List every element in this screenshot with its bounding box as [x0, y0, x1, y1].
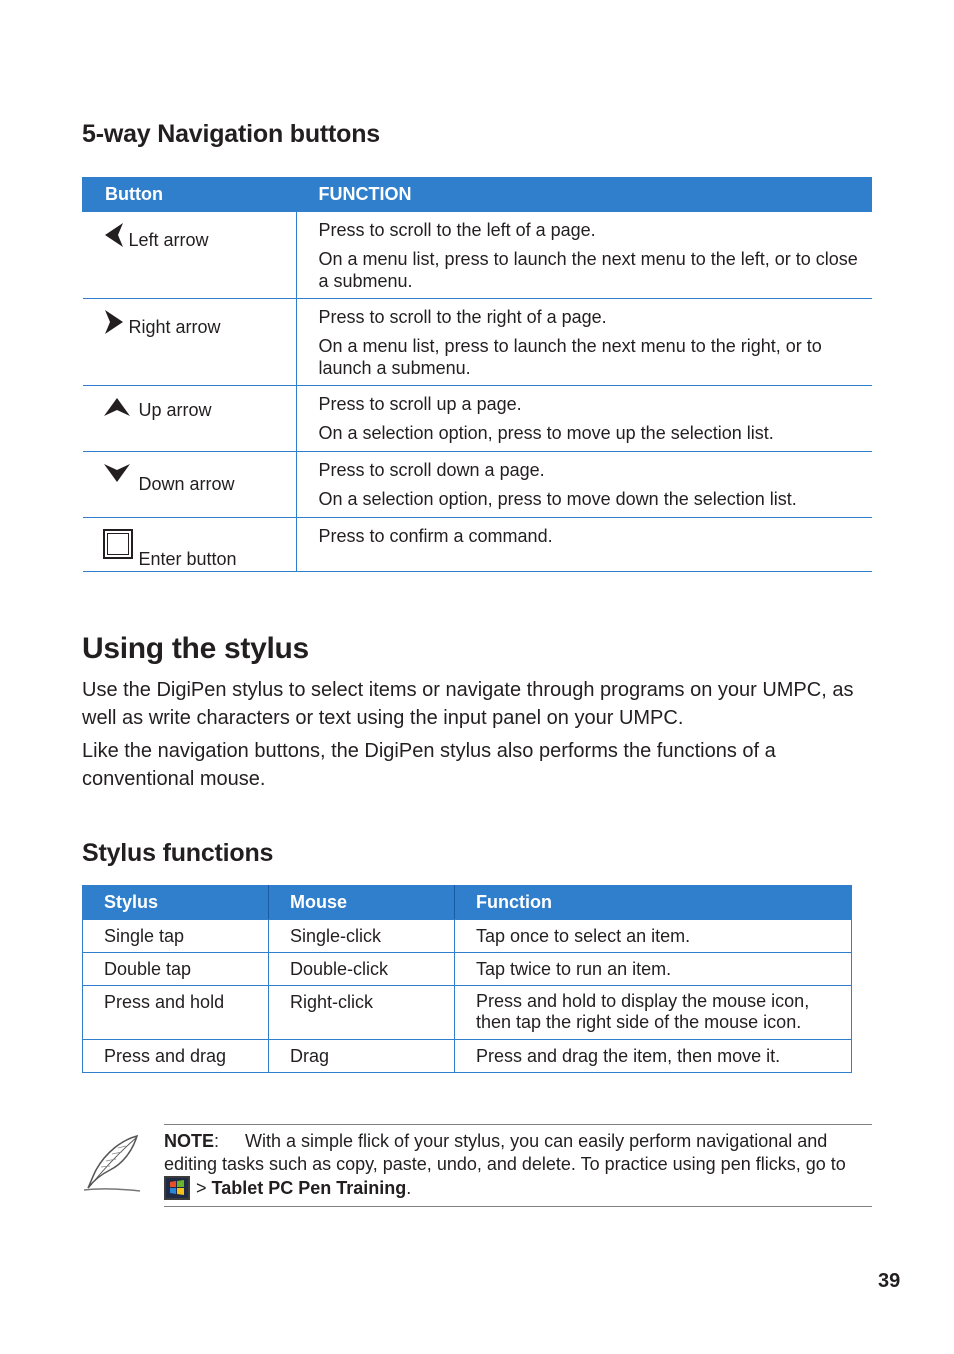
- note-text: [164, 1130, 872, 1200]
- note-colon: :: [214, 1131, 220, 1151]
- function-cell: Tap twice to run an item.: [455, 953, 852, 986]
- function-line: On a menu list, press to launch the next menu to the left, or to close a submenu.: [318, 249, 858, 291]
- column-header-function: Function: [455, 886, 852, 920]
- function-cell: Tap once to select an item.: [455, 920, 852, 953]
- function-cell: [296, 212, 872, 299]
- intro-paragraph: Use the DigiPen stylus to select items or navigate through programs on your UMPC, as well as write characters or text using the input panel on your UMPC.: [82, 679, 854, 729]
- up-arrow-icon: [103, 396, 131, 418]
- nav-section-heading: 5-way Navigation buttons: [82, 120, 381, 148]
- table-header-row: [83, 886, 852, 920]
- column-header-stylus: Stylus: [83, 886, 269, 920]
- button-label: Left arrow: [128, 230, 209, 250]
- function-line: Press to confirm a command.: [318, 526, 553, 546]
- mouse-cell: Double-click: [269, 953, 455, 986]
- mouse-cell: Right-click: [269, 986, 455, 1040]
- enter-button-icon: [103, 529, 133, 559]
- table-row: [83, 1040, 852, 1073]
- table-row: [83, 212, 872, 299]
- navigation-buttons-table: [82, 177, 872, 572]
- function-cell: [296, 299, 872, 386]
- mouse-cell: Single-click: [269, 920, 455, 953]
- note-top-rule: [164, 1124, 872, 1125]
- column-header-function: FUNCTION: [296, 178, 872, 212]
- button-label: Up arrow: [138, 400, 212, 420]
- button-cell: [83, 518, 297, 572]
- windows-start-icon: [164, 1176, 190, 1200]
- function-line: On a selection option, press to move up the selection list.: [318, 423, 774, 443]
- function-cell: [296, 386, 872, 452]
- right-arrow-icon: [103, 309, 125, 335]
- table-row: [83, 299, 872, 386]
- function-line: On a selection option, press to move down the selection list.: [318, 489, 797, 509]
- table-row: [83, 452, 872, 518]
- button-label: Right arrow: [128, 317, 221, 337]
- stylus-cell: Press and hold: [83, 986, 269, 1040]
- function-cell: Press and hold to display the mouse icon, then tap the right side of the mouse icon.: [455, 986, 852, 1040]
- table-row: [83, 920, 852, 953]
- function-line: Press to scroll to the left of a page.: [318, 220, 596, 240]
- button-cell: [83, 452, 297, 518]
- button-cell: [83, 386, 297, 452]
- function-cell: [296, 452, 872, 518]
- table-header-row: [83, 178, 872, 212]
- button-label: Enter button: [138, 549, 237, 569]
- function-line: Press to scroll to the right of a page.: [318, 307, 607, 327]
- function-cell: [296, 518, 872, 572]
- down-arrow-icon: [103, 462, 131, 484]
- note-end: .: [406, 1178, 412, 1198]
- page-title: Using the stylus: [82, 632, 309, 665]
- stylus-cell: Single tap: [83, 920, 269, 953]
- note-body: With a simple flick of your stylus, you can easily perform navigational and editing tasks such as copy, paste, undo, and delete. To practice using pen flicks, go to: [164, 1131, 846, 1174]
- mouse-cell: Drag: [269, 1040, 455, 1073]
- table-row: [83, 953, 852, 986]
- left-arrow-icon: [103, 222, 125, 248]
- note-label: NOTE: [164, 1131, 215, 1151]
- function-cell: Press and drag the item, then move it.: [455, 1040, 852, 1073]
- pen-training-link: Tablet PC Pen Training: [211, 1178, 407, 1198]
- table-row: [83, 386, 872, 452]
- mouse-paragraph: Like the navigation buttons, the DigiPen stylus also performs the functions of a conventional mouse.: [82, 740, 776, 790]
- stylus-functions-table: [82, 885, 852, 1073]
- button-label: Down arrow: [138, 474, 235, 494]
- function-line: Press to scroll down a page.: [318, 460, 545, 480]
- page-number: 39: [878, 1270, 901, 1292]
- path-separator: >: [196, 1178, 207, 1198]
- button-cell: [83, 299, 297, 386]
- table-row: [83, 986, 852, 1040]
- button-cell: [83, 212, 297, 299]
- column-header-mouse: Mouse: [269, 886, 455, 920]
- stylus-cell: Press and drag: [83, 1040, 269, 1073]
- functions-section-heading: Stylus functions: [82, 839, 274, 867]
- column-header-button: Button: [83, 178, 297, 212]
- function-line: On a menu list, press to launch the next menu to the right, or to launch a submenu.: [318, 336, 822, 378]
- stylus-cell: Double tap: [83, 953, 269, 986]
- note-bottom-rule: [164, 1206, 872, 1207]
- function-line: Press to scroll up a page.: [318, 394, 522, 414]
- feather-pen-icon: [82, 1134, 142, 1194]
- table-row: [83, 518, 872, 572]
